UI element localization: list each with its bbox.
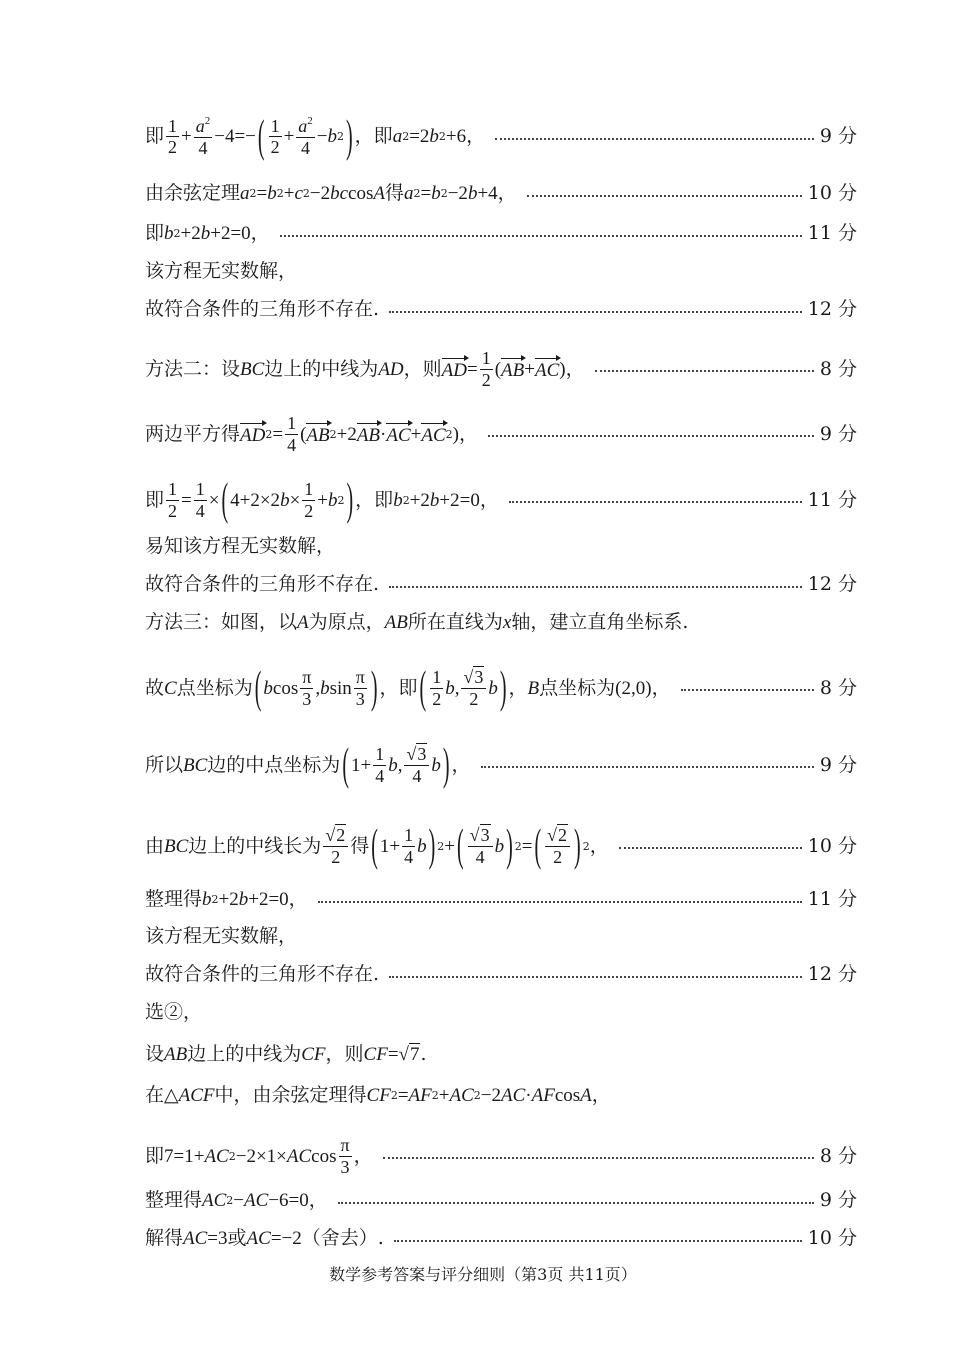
line-19: 设 AB 边上的中线为 CF ，则 CF = √7 .	[145, 1043, 427, 1065]
line-8: 即 $\frac{1}{2}$ = $\frac{1}{4}$ × ( 4+2×2 b × $\frac{1}{2}$ + b 2 ) ，即 b 2 +2 b +2=0 ， 11 分	[145, 475, 857, 526]
text: 故	[145, 676, 165, 699]
line-10	[145, 575, 857, 594]
formula: $\frac{1}{4}$	[287, 413, 297, 455]
line-12: 故 C 点坐标为 ( b cos $\frac{\pi}{3}$ , b sin $\frac{\pi}{3}$ ) ，即 ( $\frac{1}{2}$ b , $\frac{√3}{2}$ b ) ， B 点坐标为 (2,0) ， 8 分	[145, 663, 857, 714]
score-label: 11 分	[807, 888, 857, 910]
text: 得	[384, 182, 404, 204]
text: ，	[288, 888, 308, 910]
text: 选②，	[145, 1001, 203, 1023]
text: ，	[497, 182, 517, 204]
text: 所以	[145, 753, 184, 776]
text: 由余弦定理	[145, 182, 241, 204]
formula: $\frac{1}{4}$	[375, 744, 385, 786]
line-3: 即 b 2 +2 b +2=0 ， 11 分	[145, 222, 857, 244]
leader-dots	[495, 138, 814, 140]
formula: $\frac{a^2}{4}$	[195, 115, 211, 158]
formula: $\frac{√3}{2}$	[461, 668, 486, 709]
text: 中，由余弦定理得	[214, 1084, 367, 1106]
text: ，	[508, 676, 528, 699]
formula: $\frac{\pi}{3}$	[355, 667, 365, 709]
text: ，	[651, 676, 671, 699]
formula: $\frac{\pi}{3}$	[340, 1135, 350, 1177]
formula: $\frac{1}{4}$	[195, 479, 205, 521]
text: 边上的中线为	[187, 1043, 302, 1065]
leader-dots	[394, 1240, 802, 1242]
score-label: 8 分	[819, 676, 857, 699]
formula: $\frac{1}{4}$	[404, 825, 414, 867]
line-17	[145, 965, 857, 984]
leader-dots	[527, 195, 802, 197]
score-label: 10 分	[807, 1227, 857, 1249]
text: ，即	[355, 488, 394, 511]
text: （舍去）.	[301, 1227, 384, 1249]
leader-dots	[389, 311, 802, 313]
leader-dots	[318, 901, 802, 903]
page-footer: 数学参考答案与评分细则（第3页 共11页）	[329, 1265, 637, 1284]
formula: $\frac{√3}{4}$	[468, 826, 493, 867]
leader-dots	[481, 766, 814, 768]
text: ，	[479, 488, 499, 511]
formula: $\frac{1}{2}$	[168, 479, 178, 521]
score-label: 12 分	[807, 298, 857, 320]
text: ，	[308, 1189, 328, 1211]
line-14: 由 BC 边上的中线长为 $\frac{√2}{2}$ 得 ( 1+ $\frac{1}{4}$ b ) 2 + ( $\frac{√3}{4}$ b ) 2 = ( $\frac{√2}{2}$ ) 2 ， 10 分	[145, 821, 857, 872]
formula: $\frac{1}{2}$	[304, 479, 314, 521]
score-label: 8 分	[819, 1144, 857, 1167]
leader-dots	[619, 847, 802, 849]
score-label: 9 分	[819, 125, 857, 148]
text: ，则	[403, 357, 442, 380]
text: 边上的中线长为	[188, 834, 322, 857]
line-7: 两边平方得 AD 2 = $\frac{1}{4}$ ( AB 2 +2 AB · AC + AC 2 ) ， 9 分	[145, 413, 857, 455]
line-22: 整理得 AC 2 − AC −6=0 ， 9 分	[145, 1189, 857, 1211]
score-label: 9 分	[819, 422, 857, 445]
formula: $\frac{1}{2}$	[270, 115, 280, 158]
text: ，	[466, 125, 486, 148]
leader-dots	[681, 689, 814, 691]
leader-dots	[389, 586, 802, 588]
formula: $\frac{1}{2}$	[432, 667, 442, 709]
text: 即	[145, 488, 165, 511]
text: ，	[353, 1144, 373, 1167]
text: 得	[350, 834, 370, 857]
score-label: 8 分	[819, 357, 857, 380]
text: 两边平方得	[145, 422, 241, 445]
text: 故符合条件的三角形不存在.	[145, 963, 380, 985]
text: 或	[227, 1227, 247, 1249]
line-21: 即 7=1+ AC 2 −2×1× AC cos $\frac{\pi}{3}$ ， 8 分	[145, 1135, 857, 1177]
text: 设	[145, 1043, 165, 1065]
text: 点坐标为	[176, 676, 253, 699]
text: ，	[458, 422, 478, 445]
score-label: 11 分	[807, 222, 857, 244]
text: 点坐标为	[539, 676, 616, 699]
formula: $\frac{√3}{4}$	[404, 745, 429, 786]
text: ，	[589, 834, 609, 857]
text: 整理得	[145, 1189, 203, 1211]
text: 整理得	[145, 888, 203, 910]
text: 故符合条件的三角形不存在.	[145, 573, 380, 595]
line-18	[145, 1003, 857, 1022]
text: 边的中点坐标为	[207, 753, 341, 776]
line-9	[145, 537, 857, 556]
score-label: 10 分	[807, 182, 857, 204]
text: 所在直线为	[407, 611, 503, 633]
line-6: 方法二：设 BC 边上的中线为 AD ，则 AD = $\frac{1}{2}$ ( AB + AC ) ， 8 分	[145, 348, 857, 390]
leader-dots	[509, 501, 802, 503]
line-20: 在 △ ACF 中，由余弦定理得 CF 2 = AF 2 + AC 2 −2 AC · AF cos A ，	[145, 1084, 611, 1106]
text: 边上的中线为	[264, 357, 379, 380]
leader-dots	[389, 976, 802, 978]
score-label: 9 分	[819, 1189, 857, 1211]
score-label: 12 分	[807, 963, 857, 985]
line-2: 由余弦定理 a 2 = b 2 + c 2 −2 bc cos A 得 a 2 = b 2 −2 b +4 ， 10 分	[145, 182, 857, 204]
text: ，	[451, 753, 471, 776]
line-13: 所以 BC 边的中点坐标为 ( 1+ $\frac{1}{4}$ b , $\frac{√3}{4}$ b ) ， 9 分	[145, 740, 857, 791]
formula: $\frac{1}{2}$	[481, 348, 491, 390]
formula: $\frac{1}{2}$	[168, 115, 178, 158]
text: 为原点，	[308, 611, 385, 633]
score-label: 10 分	[807, 834, 857, 857]
text: 解得	[145, 1227, 184, 1249]
formula: $\frac{√2}{2}$	[323, 826, 348, 867]
text: 该方程无实数解，	[145, 260, 298, 282]
text: .	[420, 1043, 427, 1065]
text: ，	[250, 222, 270, 244]
leader-dots	[280, 235, 802, 237]
line-4	[145, 262, 857, 281]
line-15: 整理得 b 2 +2 b +2=0 ， 11 分	[145, 888, 857, 910]
text: ，则	[325, 1043, 364, 1065]
formula: $\frac{√2}{2}$	[545, 826, 570, 867]
text: 该方程无实数解，	[145, 925, 298, 947]
text: 易知该方程无实数解，	[145, 535, 336, 557]
leader-dots	[383, 1157, 814, 1159]
score-label: 9 分	[819, 753, 857, 776]
text: 方法二：设	[145, 357, 241, 380]
score-label: 12 分	[807, 573, 857, 595]
text: 即	[145, 125, 165, 148]
text: 在	[145, 1084, 165, 1106]
leader-dots	[595, 370, 814, 372]
leader-dots	[488, 435, 814, 437]
line-5	[145, 300, 857, 319]
text: 即	[145, 222, 165, 244]
line-1: 即 $\frac{1}{2}$ + $\frac{a^2}{4}$ −4=− ( $\frac{1}{2}$ + $\frac{a^2}{4}$ − b 2 ) ，即 a 2 =2 b 2 +6 ， 9 分	[145, 111, 857, 163]
text: ，即	[379, 676, 418, 699]
score-label: 11 分	[807, 488, 857, 511]
line-23: 解得 AC =3 或 AC =−2 （舍去）. 10 分	[145, 1227, 857, 1249]
leader-dots	[338, 1202, 814, 1204]
text: 即	[145, 1144, 165, 1167]
text: 方法三：如图，以	[145, 611, 298, 633]
text: ，	[565, 357, 585, 380]
text: ，即	[354, 125, 393, 148]
text: 轴，建立直角坐标系.	[511, 611, 689, 633]
formula: $\frac{a^2}{4}$	[298, 115, 313, 158]
text: 故符合条件的三角形不存在.	[145, 298, 380, 320]
line-16	[145, 927, 857, 946]
line-11: 方法三：如图，以 A 为原点， AB 所在直线为 x 轴，建立直角坐标系.	[145, 611, 689, 633]
text: ，	[591, 1084, 611, 1106]
formula: $\frac{\pi}{3}$	[302, 667, 312, 709]
text: 由	[145, 834, 165, 857]
